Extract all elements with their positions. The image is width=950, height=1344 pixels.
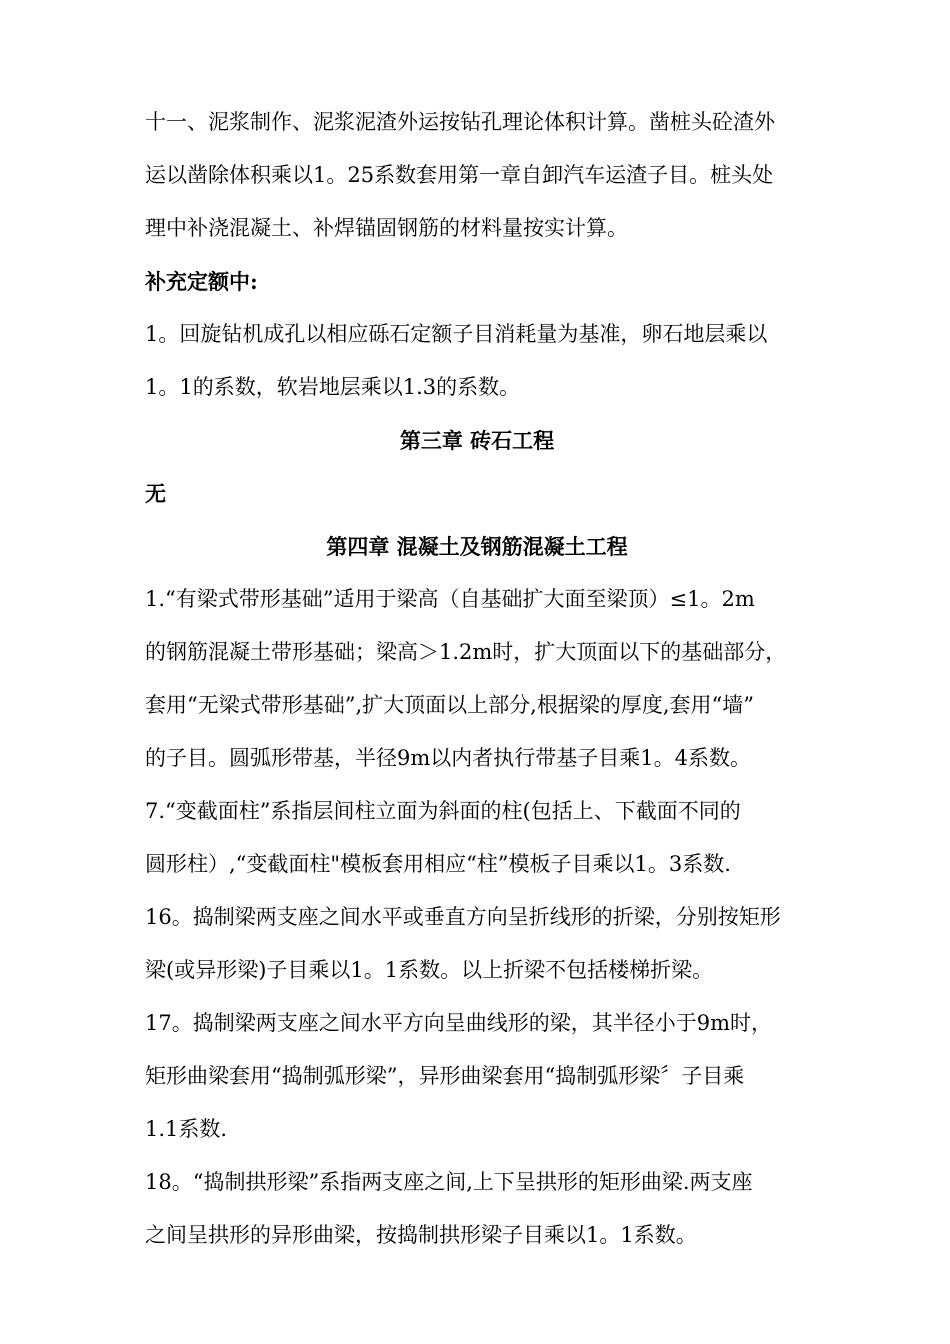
paragraph-mud-transport: [145, 96, 809, 255]
text-line: 7.“变截面柱”系指层间柱立面为斜面的柱(包括上、下截面不同的: [145, 799, 741, 823]
chapter-3-title: [145, 414, 809, 467]
text-line: 套用“无梁式带形基础”,扩大顶面以上部分,根据梁的厚度,套用“墙”: [145, 693, 754, 717]
chapter-title: 第三章 砖石工程: [399, 428, 555, 453]
chapter-4-item-16: [145, 891, 809, 997]
chapter-4-title: [145, 520, 809, 573]
chapter-title: 第四章 混凝土及钢筋混凝土工程: [326, 534, 628, 559]
text-line: 十一、泥浆制作、泥浆泥渣外运按钻孔理论体积计算。凿桩头砼渣外: [145, 110, 775, 134]
chapter-4-item-18: [145, 1156, 809, 1262]
chapter-4-item-7: [145, 785, 809, 891]
text-line: 的子目。圆弧形带基，半径9m以内者执行带基子目乘1。4系数。: [145, 746, 751, 770]
text-line: 1。回旋钻机成孔以相应砾石定额子目消耗量为基准，卵石地层乘以: [145, 322, 768, 346]
text-line: 圆形柱）,“变截面柱"模板套用相应“柱”模板子目乘以1。3系数.: [145, 852, 731, 876]
chapter-4-item-17: [145, 997, 809, 1156]
text-line: 梁(或异形梁)子目乘以1。1系数。以上折梁不包括楼梯折梁。: [145, 958, 714, 982]
section-heading: 补充定额中:: [145, 269, 258, 294]
text-line: 17。捣制梁两支座之间水平方向呈曲线形的梁，其半径小于9m时，: [145, 1011, 772, 1035]
supplement-item-1: [145, 308, 809, 414]
text-line: 的钢筋混凝土带形基础；梁高＞1.2m时，扩大顶面以下的基础部分，: [145, 640, 787, 664]
document-page: [145, 96, 809, 1262]
section-text: 无: [145, 481, 166, 506]
text-line: 16。捣制梁两支座之间水平或垂直方向呈折线形的折梁，分别按矩形: [145, 905, 781, 929]
text-line: 18。“捣制拱形梁”系指两支座之间,上下呈拱形的矩形曲梁.两支座: [145, 1170, 753, 1194]
chapter-4-item-1: [145, 573, 809, 785]
text-line: 矩形曲梁套用“捣制弧形梁”，异形曲梁套用“捣制弧形梁〞子目乘: [145, 1064, 745, 1088]
text-line: 1。1的系数，软岩地层乘以1.3的系数。: [145, 375, 521, 399]
text-line: 1.1系数.: [145, 1117, 228, 1141]
text-line: 1.“有梁式带形基础”适用于梁高（自基础扩大面至梁顶）≤1。2m: [145, 587, 755, 611]
chapter-3-content: [145, 467, 809, 520]
text-line: 之间呈拱形的异形曲梁，按捣制拱形梁子目乘以1。1系数。: [145, 1223, 697, 1247]
text-line: 理中补浇混凝土、补焊锚固钢筋的材料量按实计算。: [145, 216, 628, 240]
text-line: 运以凿除体积乘以1。25系数套用第一章自卸汽车运渣子目。桩头处: [145, 163, 774, 187]
supplement-heading: [145, 255, 809, 308]
